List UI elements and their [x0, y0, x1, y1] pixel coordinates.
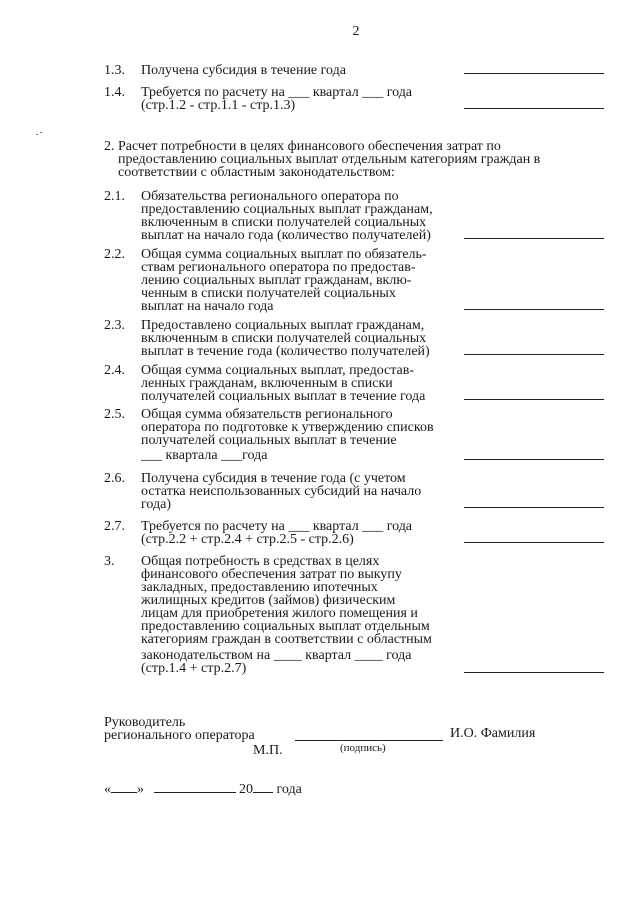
row-line: Предоставлено социальных выплат гражданам, — [141, 318, 425, 333]
row-line: финансового обеспечения затрат по выкупу — [141, 567, 402, 582]
row-line: закладных, предоставлению ипотечных — [141, 580, 378, 595]
row-line: выплат на начало года (количество получателей) — [141, 228, 431, 243]
row-line: лению социальных выплат гражданам, вклю- — [141, 273, 412, 288]
scan-speck — [36, 134, 38, 135]
row-number: 2.4. — [104, 363, 125, 378]
row-line: (стр.1.2 - стр.1.1 - стр.1.3) — [141, 98, 296, 113]
row-line: включенным в списки получателей социальных — [141, 215, 427, 230]
row-line: получателей социальных выплат в течение — [141, 433, 397, 448]
answer-field[interactable] — [464, 507, 604, 508]
answer-field[interactable] — [464, 73, 604, 74]
signatory-role — [104, 716, 255, 742]
row-line: года) — [141, 497, 171, 512]
row-line: предоставлению социальных выплат гражданам, — [141, 202, 433, 217]
row-number: 2.6. — [104, 471, 125, 486]
signatory-name: И.О. Фамилия — [450, 726, 536, 741]
row-line: категориям граждан в соответствии с областным — [141, 632, 432, 647]
row-line: Общая сумма социальных выплат по обязатель- — [141, 247, 427, 262]
row-line: жилищных кредитов (займов) физическим — [141, 593, 396, 608]
row-number: 1.4. — [104, 85, 125, 100]
row-text — [141, 319, 456, 358]
answer-field[interactable] — [464, 238, 604, 239]
month-field[interactable] — [154, 781, 236, 793]
row-line: Общая сумма обязательств регионального — [141, 407, 393, 422]
answer-field[interactable] — [464, 309, 604, 310]
row-text — [141, 248, 456, 313]
row-text — [141, 520, 466, 546]
row-line: ченным в списки получателей социальных — [141, 286, 396, 301]
role-line: Руководитель — [104, 715, 186, 730]
signature-caption: (подпись) — [340, 742, 386, 754]
row-text — [141, 190, 456, 242]
row-line: законодательством на ____ квартал ____ года — [141, 648, 412, 663]
row-line: получателей социальных выплат в течение года — [141, 389, 426, 404]
row-line: Требуется по расчету на ___ квартал ___ года — [141, 85, 413, 100]
row-line: оператора по подготовке к утверждению списков — [141, 420, 434, 435]
open-quote: « — [104, 782, 111, 797]
row-text — [141, 555, 466, 675]
year-suffix: года — [276, 782, 302, 797]
answer-field[interactable] — [464, 399, 604, 400]
row-number: 2.7. — [104, 519, 125, 534]
row-number: 3. — [104, 554, 115, 569]
heading-line: соответствии с областным законодательством: — [118, 165, 395, 180]
row-number: 2.5. — [104, 407, 125, 422]
row-line: (стр.2.2 + стр.2.4 + стр.2.5 - стр.2.6) — [141, 532, 354, 547]
row-line: Общая сумма социальных выплат, предостав- — [141, 363, 415, 378]
section-2-heading — [104, 140, 584, 179]
row-line: ленных гражданам, включенным в списки — [141, 376, 393, 391]
answer-field[interactable] — [464, 459, 604, 460]
row-line: выплат на начало года — [141, 299, 274, 314]
row-text — [141, 364, 456, 403]
answer-field[interactable] — [464, 354, 604, 355]
year-field[interactable] — [253, 781, 273, 793]
answer-field[interactable] — [464, 672, 604, 673]
row-line: остатка неиспользованных субсидий на начало — [141, 484, 422, 499]
stamp-label: М.П. — [253, 743, 283, 758]
heading-line: 2. Расчет потребности в целях финансового обеспечения затрат по — [104, 139, 501, 154]
row-line: выплат в течение года (количество получателей) — [141, 344, 430, 359]
page-number: 2 — [352, 24, 360, 39]
row-line: Получена субсидия в течение года (с учетом — [141, 471, 406, 486]
day-field[interactable] — [111, 781, 137, 793]
scan-speck — [40, 132, 42, 133]
close-quote: » — [137, 782, 144, 797]
row-number: 1.3. — [104, 63, 125, 78]
answer-field[interactable] — [464, 108, 604, 109]
row-line: ствам регионального оператора по предостав- — [141, 260, 416, 275]
row-line: включенным в списки получателей социальных — [141, 331, 427, 346]
row-number: 2.1. — [104, 189, 125, 204]
row-line: предоставлению социальных выплат отдельным — [141, 619, 430, 634]
row-text — [141, 64, 466, 77]
answer-field[interactable] — [464, 542, 604, 543]
role-line: регионального оператора — [104, 728, 255, 743]
heading-line: предоставлению социальных выплат отдельным категориям граждан в — [118, 152, 541, 167]
row-text — [141, 472, 456, 511]
row-line: Требуется по расчету на ___ квартал ___ года — [141, 519, 413, 534]
row-number: 2.2. — [104, 247, 125, 262]
row-line: Общая потребность в средствах в целях — [141, 554, 380, 569]
row-line: Обязательства регионального оператора по — [141, 189, 399, 204]
year-prefix: 20 — [239, 782, 253, 797]
row-line: (стр.1.4 + стр.2.7) — [141, 661, 247, 676]
row-line: Получена субсидия в течение года — [141, 63, 346, 78]
row-line: лицам для приобретения жилого помещения и — [141, 606, 418, 621]
signature-field[interactable] — [295, 740, 443, 741]
row-text — [141, 408, 456, 462]
row-line: ___ квартала ___года — [141, 448, 268, 463]
row-number: 2.3. — [104, 318, 125, 333]
date-line — [104, 781, 302, 796]
row-text — [141, 86, 466, 112]
